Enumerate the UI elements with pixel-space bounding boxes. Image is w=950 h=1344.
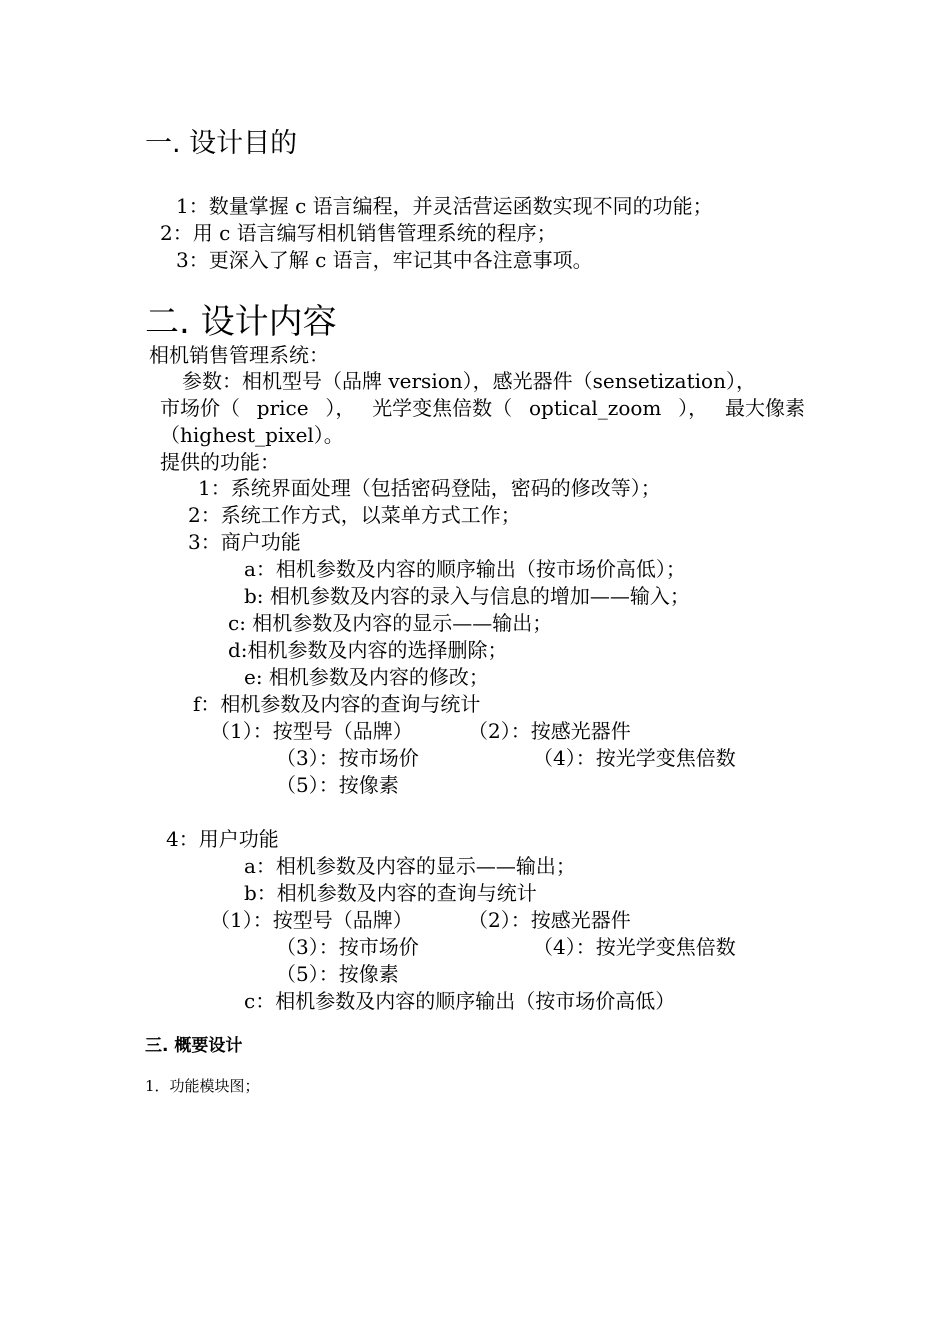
feature-2: 2：系统工作方式，以菜单方式工作；: [188, 503, 521, 527]
feature-3f-query-3: （3）：按市场价: [276, 746, 419, 770]
params-line-2-part: 光学变焦倍数（: [372, 396, 513, 420]
feature-4b-query-1: （1）：按型号（品牌）: [210, 908, 413, 932]
section2-title: 二. 设计内容: [145, 302, 337, 342]
section3-title: 三. 概要设计: [145, 1036, 243, 1056]
feature-3c: c: 相机参数及内容的显示——输出；: [228, 611, 553, 635]
section1-title: 一. 设计目的: [145, 128, 298, 159]
feature-3f-query-1: （1）：按型号（品牌）: [210, 719, 413, 743]
feature-4b-query-4: （4）：按光学变焦倍数: [533, 935, 736, 959]
feature-3e: e: 相机参数及内容的修改；: [244, 665, 489, 689]
feature-4: 4：用户功能: [166, 827, 279, 851]
params-line-2-part: 最大像素: [724, 396, 805, 420]
system-name: 相机销售管理系统：: [149, 343, 329, 367]
features-label: 提供的功能：: [160, 450, 280, 474]
section1-item-3: 3：更深入了解 c 语言，牢记其中各注意事项。: [176, 248, 593, 272]
feature-3d: d:相机参数及内容的选择删除；: [228, 638, 508, 662]
section1-item-2: 2：用 c 语言编写相机销售管理系统的程序；: [160, 221, 557, 245]
params-line-2-part: price: [256, 396, 309, 420]
params-line-2-part: ），: [325, 396, 356, 420]
feature-1: 1：系统界面处理（包括密码登陆，密码的修改等）；: [198, 476, 661, 500]
feature-3: 3：商户功能: [188, 530, 301, 554]
params-line-2: [160, 398, 805, 418]
feature-3a: a：相机参数及内容的顺序输出（按市场价高低）；: [244, 557, 686, 581]
feature-4b-query-5: （5）：按像素: [276, 962, 399, 986]
feature-3b: b: 相机参数及内容的录入与信息的增加——输入；: [244, 584, 690, 608]
params-line-2-part: ），: [678, 396, 709, 420]
params-line-2-part: optical_zoom: [528, 396, 662, 420]
feature-3f-query-5: （5）：按像素: [276, 773, 399, 797]
params-line-2-part: 市场价（: [160, 396, 240, 420]
params-line-1: 参数：相机型号（品牌 version），感光器件（sensetization），: [182, 369, 756, 393]
feature-4b: b：相机参数及内容的查询与统计: [244, 881, 537, 905]
section3-item-1: 1．功能模块图；: [145, 1077, 260, 1095]
feature-4b-query-3: （3）：按市场价: [276, 935, 419, 959]
feature-4b-query-2: （2）：按感光器件: [468, 908, 631, 932]
feature-3f-query-4: （4）：按光学变焦倍数: [533, 746, 736, 770]
section1-item-1: 1：数量掌握 c 语言编程，并灵活营运函数实现不同的功能；: [176, 194, 713, 218]
feature-3f: f：相机参数及内容的查询与统计: [193, 692, 481, 716]
feature-3f-query-2: （2）：按感光器件: [468, 719, 631, 743]
feature-4c: c：相机参数及内容的顺序输出（按市场价高低）: [244, 989, 676, 1013]
feature-4a: a：相机参数及内容的显示——输出；: [244, 854, 576, 878]
params-line-3: （highest_pixel）。: [160, 423, 344, 447]
